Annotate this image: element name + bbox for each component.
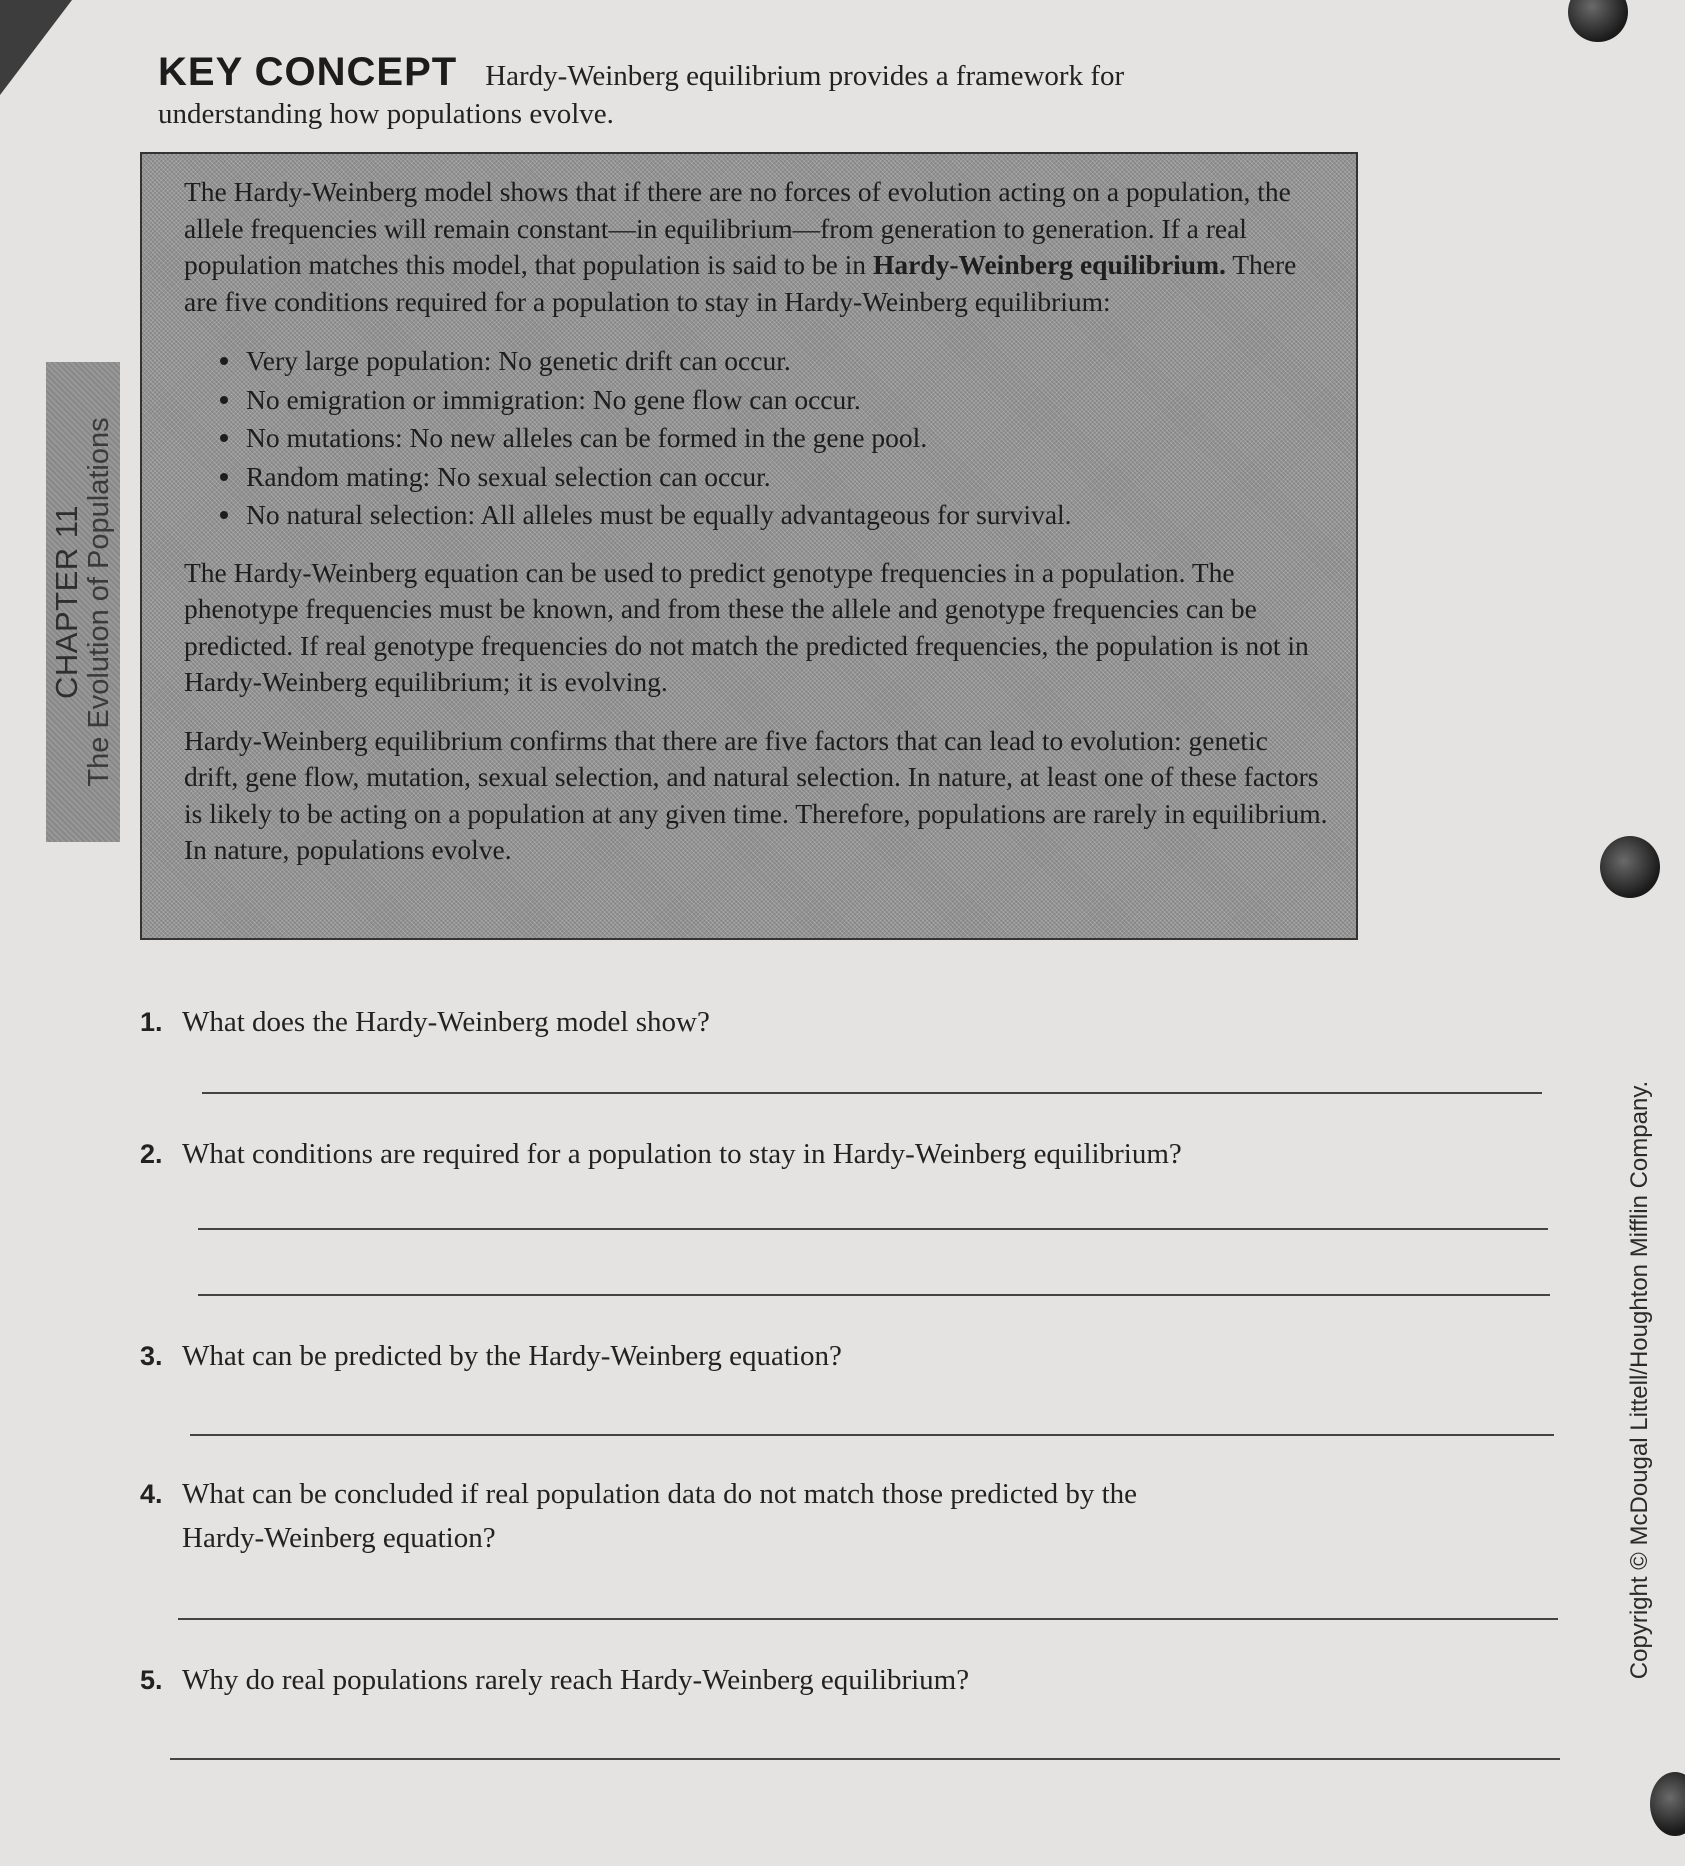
answer-line-5[interactable] — [170, 1758, 1560, 1760]
summary-paragraph-1 — [184, 174, 1328, 320]
question-text-continued: Hardy-Weinberg equation? — [182, 1522, 496, 1554]
summary-box — [140, 152, 1358, 940]
question-text: What does the Hardy-Weinberg model show? — [182, 1006, 710, 1038]
summary-p1-text: The Hardy-Weinberg model shows that if there are no forces of evolution acting on a population, the allele frequencies will remain constant—in equilibrium—from generation to generation. If a real population matches this model, that population is said to be in — [184, 176, 1291, 280]
question-1 — [140, 1000, 1540, 1044]
question-number: 1. — [140, 1007, 163, 1037]
question-5 — [140, 1658, 1540, 1702]
question-text: What can be concluded if real population data do not match those predicted by the — [182, 1478, 1138, 1510]
answer-line-2b[interactable] — [198, 1294, 1550, 1296]
chapter-label: CHAPTER 11 — [49, 505, 85, 699]
key-concept-text: Hardy-Weinberg equilibrium provides a framework for understanding how populations evolve. — [158, 60, 1125, 130]
summary-paragraph-3: Hardy-Weinberg equilibrium confirms that there are five factors that can lead to evolution: genetic drift, gene flow, mutation, sexual selection, and natural selection. In nature, at least one of these factors is likely to be acting on a population at any given time. Therefore, populations are rarely in equilibrium. In nature, populations evolve. — [184, 724, 1328, 865]
condition-item: Very large population: No genetic drift can occur. — [214, 342, 1328, 381]
chapter-title: The Evolution of Populations — [83, 417, 116, 787]
condition-item: No emigration or immigration: No gene flow can occur. — [214, 381, 1328, 420]
question-3 — [140, 1334, 1540, 1378]
summary-paragraph-2: The Hardy-Weinberg equation can be used to predict genotype frequencies in a population. The phenotype frequencies must be known, and from these the allele and genotype frequencies can be predicted. If real genotype frequencies do not match the predicted frequencies, the population is not in Hardy-Weinberg equilibrium; it is evolving. — [184, 556, 1309, 697]
question-text: What conditions are required for a population to stay in Hardy-Weinberg equilibrium? — [182, 1138, 1182, 1170]
summary-p1-text-end: There are five conditions required for a population to stay in Hardy-Weinberg equilibrium: — [184, 249, 1297, 317]
question-4 — [140, 1472, 1540, 1560]
question-number: 2. — [140, 1139, 163, 1169]
key-concept-header — [158, 50, 1208, 133]
condition-item: Random mating: No sexual selection can occur. — [214, 458, 1328, 497]
answer-line-1[interactable] — [202, 1092, 1542, 1094]
answer-line-2a[interactable] — [198, 1228, 1548, 1230]
question-number: 5. — [140, 1665, 163, 1695]
answer-line-4[interactable] — [178, 1618, 1558, 1620]
question-number: 3. — [140, 1341, 163, 1371]
answer-line-3[interactable] — [190, 1434, 1554, 1436]
question-number: 4. — [140, 1479, 163, 1509]
page-corner-shadow — [0, 0, 72, 95]
vocabulary-term: Hardy-Weinberg equilibrium. — [872, 249, 1226, 280]
question-text: Why do real populations rarely reach Hardy-Weinberg equilibrium? — [182, 1664, 970, 1696]
question-2 — [140, 1132, 1540, 1176]
punch-hole — [1600, 836, 1660, 898]
key-concept-label: KEY CONCEPT — [158, 50, 458, 94]
condition-item: No natural selection: All alleles must be equally advantageous for survival. — [214, 496, 1328, 535]
conditions-list — [214, 342, 1328, 535]
question-text: What can be predicted by the Hardy-Weinberg equation? — [182, 1340, 842, 1372]
chapter-side-tab-text — [50, 417, 116, 786]
condition-item: No mutations: No new alleles can be formed in the gene pool. — [214, 419, 1328, 458]
copyright-notice: Copyright © McDougal Littell/Houghton Mifflin Company. — [1626, 1080, 1653, 1680]
